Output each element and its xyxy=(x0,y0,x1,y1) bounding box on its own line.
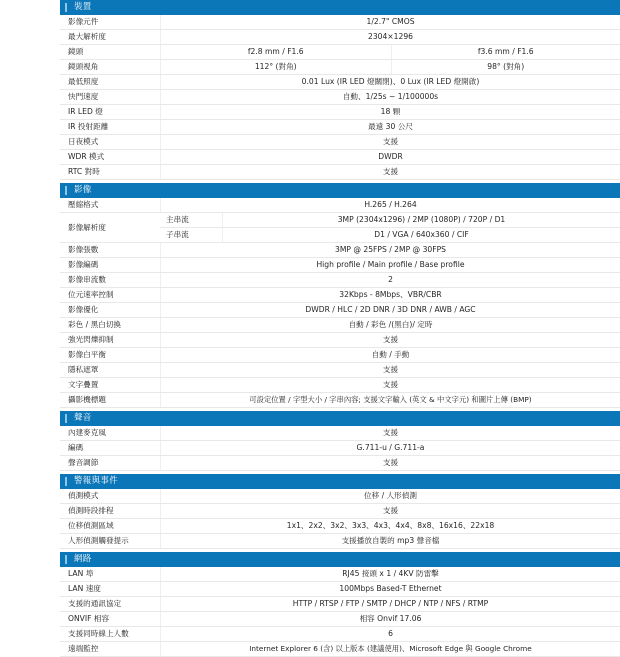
row-value: 支援 xyxy=(160,165,620,179)
row-label: 壓縮格式 xyxy=(60,198,160,212)
row-label: IR 投射距離 xyxy=(60,120,160,134)
row-label: 支援的通訊協定 xyxy=(60,597,160,611)
row-subrows xyxy=(160,213,620,242)
row-label: 鏡頭 xyxy=(60,45,160,59)
row-label: 攝影機標題 xyxy=(60,393,160,407)
section-header-audio xyxy=(60,411,620,426)
row-value: 1/2.7" CMOS xyxy=(160,15,620,29)
table-row xyxy=(60,567,620,582)
table-row xyxy=(60,348,620,363)
table-row xyxy=(60,333,620,348)
table-row xyxy=(60,627,620,642)
section-title: 警報與事件 xyxy=(74,474,118,489)
section-header-network xyxy=(60,552,620,567)
row-value: 3MP (2304x1296) / 2MP (1080P) / 720P / D1 xyxy=(222,213,620,227)
table-row xyxy=(60,135,620,150)
row-value: D1 / VGA / 640x360 / CIF xyxy=(222,228,620,242)
section-header-alarm xyxy=(60,474,620,489)
table-row xyxy=(60,456,620,471)
row-label: 隱私遮罩 xyxy=(60,363,160,377)
row-value: 2 xyxy=(160,273,620,287)
row-label: 鏡頭視角 xyxy=(60,60,160,74)
row-label: 偵測模式 xyxy=(60,489,160,503)
row-value: 可設定位置 / 字型大小 / 字串內容; 支援文字輸入 (英文 & 中文字元) 和圖片上傳 (BMP) xyxy=(160,393,620,407)
row-value: 自動 / 彩色 /(黑白)/ 定時 xyxy=(160,318,620,332)
row-label: 影像白平衡 xyxy=(60,348,160,362)
row-value: 18 顆 xyxy=(160,105,620,119)
row-value: H.265 / H.264 xyxy=(160,198,620,212)
row-value: 支援播放自製的 mp3 聲音檔 xyxy=(160,534,620,548)
row-value: 支援 xyxy=(160,135,620,149)
row-label: 內建麥克風 xyxy=(60,426,160,440)
table-row xyxy=(60,45,620,60)
table-row xyxy=(60,363,620,378)
row-value: 1x1、2x2、3x2、3x3、4x3、4x4、8x8、16x16、22x18 xyxy=(160,519,620,533)
table-row xyxy=(60,120,620,135)
table-row xyxy=(60,198,620,213)
row-value: 2304×1296 xyxy=(160,30,620,44)
section-accent-mark xyxy=(65,3,67,12)
table-row xyxy=(60,60,620,75)
row-label: 影像元件 xyxy=(60,15,160,29)
row-value: 6 xyxy=(160,627,620,641)
row-label: ONVIF 相容 xyxy=(60,612,160,626)
row-value-left: f2.8 mm / F1.6 xyxy=(161,45,391,59)
row-label: 最低照度 xyxy=(60,75,160,89)
row-value-right: 98° (對角) xyxy=(391,60,620,74)
row-label: LAN 埠 xyxy=(60,567,160,581)
row-label: 影像張數 xyxy=(60,243,160,257)
row-label: 編碼 xyxy=(60,441,160,455)
row-value: 位移 / 人形偵測 xyxy=(160,489,620,503)
row-label: 彩色 / 黑白切換 xyxy=(60,318,160,332)
row-value: RJ45 接頭 x 1 / 4KV 防雷擊 xyxy=(160,567,620,581)
table-row xyxy=(60,597,620,612)
row-value: 相容 Onvif 17.06 xyxy=(160,612,620,626)
row-value: G.711-u / G.711-a xyxy=(160,441,620,455)
row-value: High profile / Main profile / Base profile xyxy=(160,258,620,272)
row-sublabel: 主串流 xyxy=(160,213,222,227)
table-row xyxy=(60,582,620,597)
row-label: 支援同時線上人數 xyxy=(60,627,160,641)
row-value: DWDR / HLC / 2D DNR / 3D DNR / AWB / AGC xyxy=(160,303,620,317)
table-row xyxy=(60,534,620,549)
row-label: 位移偵測區域 xyxy=(60,519,160,533)
table-subrow xyxy=(160,213,620,228)
row-label: 影像串流數 xyxy=(60,273,160,287)
row-label: 偵測時段排程 xyxy=(60,504,160,518)
section-rows xyxy=(60,489,620,549)
row-label: RTC 對時 xyxy=(60,165,160,179)
row-label: 影像解析度 xyxy=(60,213,160,242)
table-row xyxy=(60,75,620,90)
section-header-video xyxy=(60,183,620,198)
table-row xyxy=(60,105,620,120)
table-row xyxy=(60,150,620,165)
table-row xyxy=(60,426,620,441)
table-row xyxy=(60,273,620,288)
table-row xyxy=(60,303,620,318)
table-row xyxy=(60,441,620,456)
row-label: 聲音調節 xyxy=(60,456,160,470)
table-row xyxy=(60,90,620,105)
section-accent-mark xyxy=(65,186,67,195)
table-row xyxy=(60,393,620,408)
row-label: 強光閃爍抑制 xyxy=(60,333,160,347)
row-value: 支援 xyxy=(160,426,620,440)
row-label: IR LED 燈 xyxy=(60,105,160,119)
row-label: WDR 模式 xyxy=(60,150,160,164)
row-value: Internet Explorer 6 (含) 以上版本 (建議使用)、Microsoft Edge 與 Google Chrome xyxy=(160,642,620,656)
row-label: 日夜模式 xyxy=(60,135,160,149)
section-accent-mark xyxy=(65,414,67,423)
row-value: 支援 xyxy=(160,378,620,392)
row-value: 32Kbps - 8Mbps、VBR/CBR xyxy=(160,288,620,302)
table-subrow xyxy=(160,228,620,242)
row-value-left: 112° (對角) xyxy=(161,60,391,74)
table-row xyxy=(60,288,620,303)
table-row xyxy=(60,519,620,534)
table-row xyxy=(60,504,620,519)
row-label: 遠端監控 xyxy=(60,642,160,656)
row-label: 影像編碼 xyxy=(60,258,160,272)
section-rows xyxy=(60,198,620,408)
row-value: 100Mbps Based-T Ethernet xyxy=(160,582,620,596)
table-row xyxy=(60,318,620,333)
section-title: 聲音 xyxy=(74,411,92,426)
row-value: 自動 / 手動 xyxy=(160,348,620,362)
section-rows xyxy=(60,426,620,471)
row-value: 最遠 30 公尺 xyxy=(160,120,620,134)
section-rows xyxy=(60,15,620,180)
row-label: 影像優化 xyxy=(60,303,160,317)
row-value: 支援 xyxy=(160,504,620,518)
row-value: 0.01 Lux (IR LED 燈關閉)、0 Lux (IR LED 燈開啟) xyxy=(160,75,620,89)
specification-table xyxy=(60,0,620,657)
row-value: 自動、1/25s ~ 1/100000s xyxy=(160,90,620,104)
row-label: LAN 速度 xyxy=(60,582,160,596)
section-accent-mark xyxy=(65,555,67,564)
row-value: 支援 xyxy=(160,363,620,377)
row-label: 位元速率控制 xyxy=(60,288,160,302)
section-header-device xyxy=(60,0,620,15)
section-rows xyxy=(60,567,620,657)
table-row xyxy=(60,489,620,504)
table-row xyxy=(60,378,620,393)
row-label: 人形偵測觸發提示 xyxy=(60,534,160,548)
section-title: 裝置 xyxy=(74,0,92,15)
row-value-split xyxy=(160,60,620,74)
table-row xyxy=(60,165,620,180)
row-value: 支援 xyxy=(160,456,620,470)
row-value-split xyxy=(160,45,620,59)
row-label: 快門速度 xyxy=(60,90,160,104)
table-row xyxy=(60,243,620,258)
row-label: 最大解析度 xyxy=(60,30,160,44)
table-row xyxy=(60,213,620,243)
row-value-right: f3.6 mm / F1.6 xyxy=(391,45,620,59)
row-value: 3MP @ 25FPS / 2MP @ 30FPS xyxy=(160,243,620,257)
row-label: 文字疊置 xyxy=(60,378,160,392)
table-row xyxy=(60,15,620,30)
table-row xyxy=(60,642,620,657)
section-accent-mark xyxy=(65,477,67,486)
section-title: 影像 xyxy=(74,183,92,198)
table-row xyxy=(60,30,620,45)
table-row xyxy=(60,258,620,273)
row-sublabel: 子串流 xyxy=(160,228,222,242)
row-value: HTTP / RTSP / FTP / SMTP / DHCP / NTP / NFS / RTMP xyxy=(160,597,620,611)
section-title: 網路 xyxy=(74,552,92,567)
row-value: 支援 xyxy=(160,333,620,347)
row-value: DWDR xyxy=(160,150,620,164)
